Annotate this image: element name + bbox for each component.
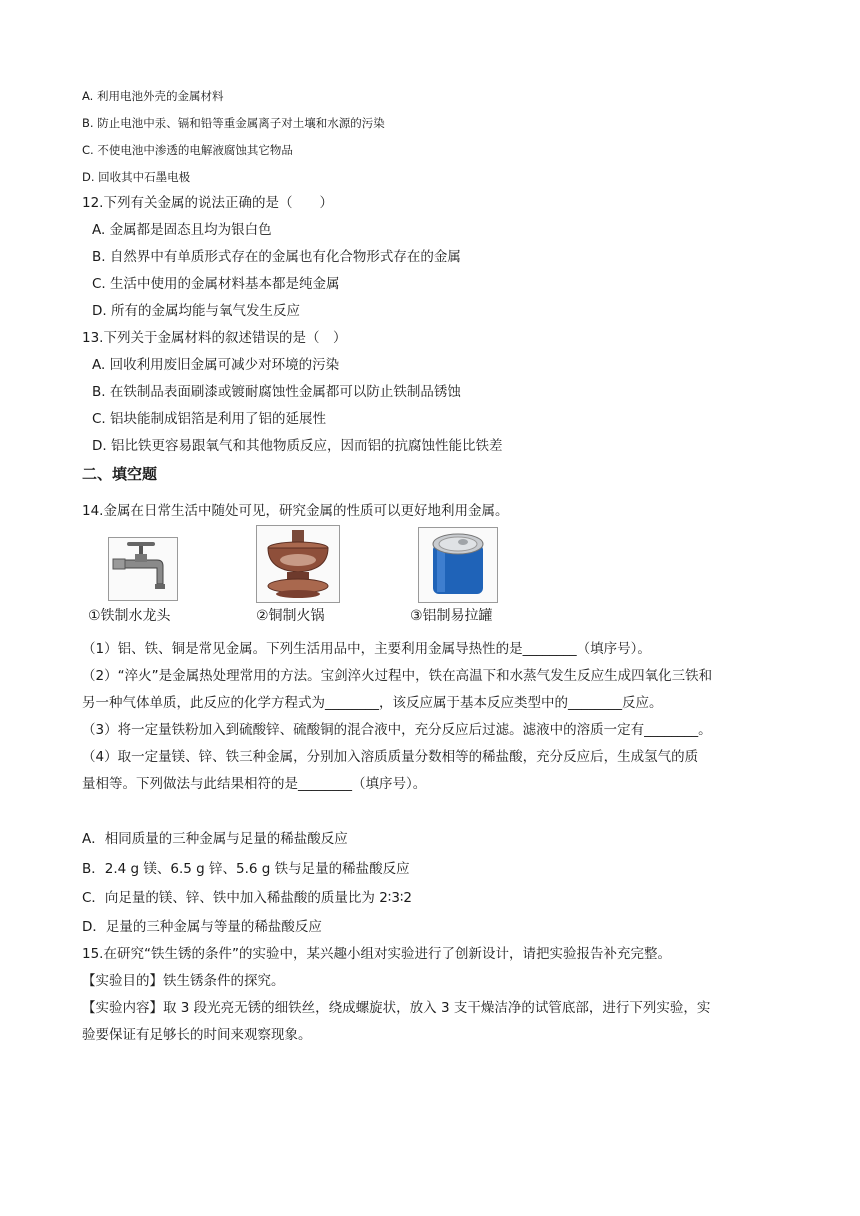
q14-choice-b: B．2.4 g 镁、6.5 g 锌、5.6 g 铁与足量的稀盐酸反应	[82, 861, 410, 877]
q11-option-c: C. 不使电池中渗透的电解液腐蚀其它物品	[82, 143, 293, 157]
q15-stem: 15.在研究“铁生锈的条件”的实验中，某兴趣小组对实验进行了创新设计，请把实验报告补充完整。	[82, 946, 671, 962]
section-heading: 二、填空题	[82, 465, 158, 483]
hotpot-icon	[257, 526, 339, 602]
can-image	[418, 527, 498, 603]
q13-stem: 13.下列关于金属材料的叙述错误的是（ ）	[82, 330, 347, 346]
faucet-icon	[109, 538, 177, 600]
q12-option-d: D. 所有的金属均能与氧气发生反应	[92, 303, 300, 319]
q14-figure	[88, 525, 568, 625]
q14-part-2b: 另一种气体单质，此反应的化学方程式为________，该反应属于基本反应类型中的________反应。	[82, 695, 663, 711]
q11-option-d: D. 回收其中石墨电极	[82, 170, 191, 184]
hotpot-image	[256, 525, 340, 603]
can-icon	[419, 528, 497, 602]
q14-part-4b: 量相等。下列做法与此结果相符的是________（填序号）。	[82, 776, 427, 792]
q15-purpose: 【实验目的】铁生锈条件的探究。	[82, 973, 285, 989]
q15-content-line2: 验要保证有足够长的时间来观察现象。	[82, 1027, 312, 1043]
q14-choice-d: D．足量的三种金属与等量的稀盐酸反应	[82, 919, 322, 935]
faucet-image	[108, 537, 178, 601]
caption-can: ③铝制易拉罐	[410, 608, 493, 624]
q15-content-line1: 【实验内容】取 3 段光亮无锈的细铁丝，绕成螺旋状，放入 3 支干燥洁净的试管底部，进行下列实验，实	[82, 1000, 711, 1016]
q13-option-d: D. 铝比铁更容易跟氧气和其他物质反应，因而铝的抗腐蚀性能比铁差	[92, 438, 503, 454]
q12-option-a: A. 金属都是固态且均为银白色	[92, 222, 272, 238]
q14-choice-c: C．向足量的镁、锌、铁中加入稀盐酸的质量比为 2∶3∶2	[82, 890, 413, 906]
q13-option-c: C. 铝块能制成铝箔是利用了铝的延展性	[92, 411, 327, 427]
q13-option-b: B. 在铁制品表面刷漆或镀耐腐蚀性金属都可以防止铁制品锈蚀	[92, 384, 461, 400]
q14-part-4a: （4）取一定量镁、锌、铁三种金属，分别加入溶质质量分数相等的稀盐酸，充分反应后，生成氢气的质	[82, 749, 699, 765]
q11-option-b: B. 防止电池中汞、镉和铅等重金属离子对土壤和水源的污染	[82, 116, 385, 130]
q12-option-b: B. 自然界中有单质形式存在的金属也有化合物形式存在的金属	[92, 249, 461, 265]
q14-part-3: （3）将一定量铁粉加入到硫酸锌、硫酸铜的混合液中，充分反应后过滤。滤液中的溶质一定有________。	[82, 722, 712, 738]
q12-option-c: C. 生活中使用的金属材料基本都是纯金属	[92, 276, 340, 292]
q14-part-2a: （2）“淬火”是金属热处理常用的方法。宝剑淬火过程中，铁在高温下和水蒸气发生反应生成四氧化三铁和	[82, 668, 713, 684]
q14-stem: 14.金属在日常生活中随处可见，研究金属的性质可以更好地利用金属。	[82, 503, 509, 519]
q14-choice-a: A．相同质量的三种金属与足量的稀盐酸反应	[82, 831, 348, 847]
caption-hotpot: ②铜制火锅	[256, 608, 325, 624]
q11-option-a: A. 利用电池外壳的金属材料	[82, 89, 224, 103]
caption-faucet: ①铁制水龙头	[88, 608, 171, 624]
q14-part-1: （1）铝、铁、铜是常见金属。下列生活用品中，主要利用金属导热性的是________（填序号）。	[82, 641, 651, 657]
q12-stem: 12.下列有关金属的说法正确的是（ ）	[82, 195, 333, 211]
q13-option-a: A. 回收利用废旧金属可减少对环境的污染	[92, 357, 340, 373]
